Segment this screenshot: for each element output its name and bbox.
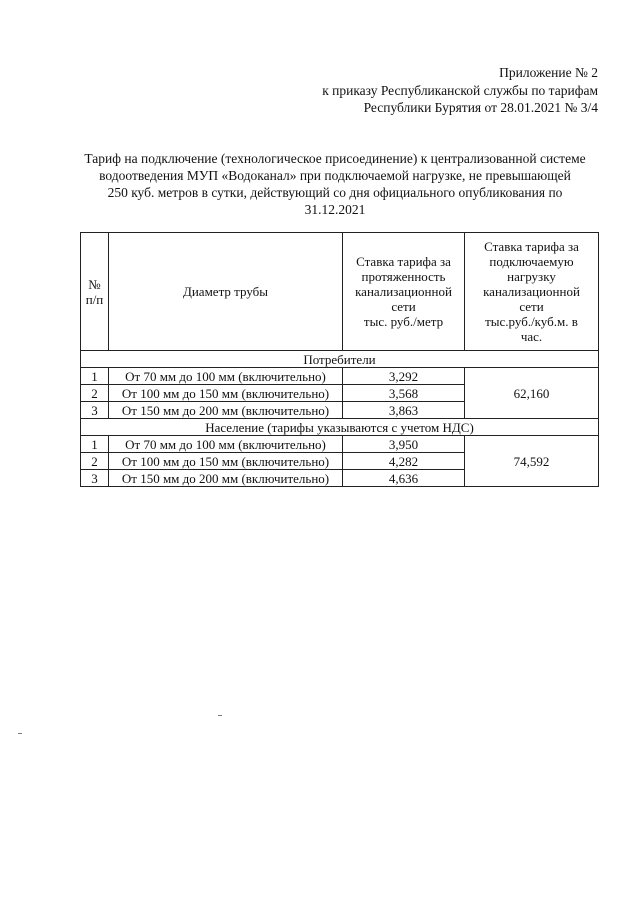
header-rate-length-line: протяженность [361,269,446,284]
header-rate-length [343,233,465,351]
appendix-order-ref: к приказу Республиканской службы по тарифам [322,82,598,98]
scan-speck [218,715,222,716]
load-rate-cell: 62,160 [465,368,599,419]
header-num [81,233,109,351]
row-rate: 3,568 [343,385,465,402]
group-row-population [81,419,599,436]
table-header-row [81,233,599,351]
header-rate-load-line: час. [520,329,543,344]
group-title: Население (тарифы указываются с учетом НДС) [81,419,599,436]
row-diameter: От 150 мм до 200 мм (включительно) [109,402,343,419]
header-rate-load-line: нагрузку [507,269,556,284]
table-row [81,368,599,385]
row-diameter: От 150 мм до 200 мм (включительно) [109,470,343,487]
row-diameter: От 100 мм до 150 мм (включительно) [109,385,343,402]
title-line-3: 250 куб. метров в сутки, действующий со дня официального опубликования по [107,185,563,200]
header-rate-load-line: подключаемую [489,254,574,269]
row-num: 1 [81,368,109,385]
row-rate: 3,950 [343,436,465,453]
header-rate-load-line: канализационной [483,284,580,299]
appendix-order-date: Республики Бурятия от 28.01.2021 № 3/4 [363,100,598,115]
tariff-table [80,232,599,487]
scan-speck [18,733,22,734]
header-rate-load-line: Ставка тарифа за [484,239,579,254]
header-rate-load [465,233,599,351]
title-line-4: 31.12.2021 [304,202,366,217]
row-num: 3 [81,402,109,419]
header-num-abbrev: п/п [85,291,104,307]
row-diameter: От 100 мм до 150 мм (включительно) [109,453,343,470]
row-num: 3 [81,470,109,487]
header-rate-length-line: Ставка тарифа за [356,254,451,269]
appendix-number: Приложение № 2 [499,65,598,80]
group-row-consumers [81,351,599,368]
row-rate: 3,863 [343,402,465,419]
row-rate: 3,292 [343,368,465,385]
header-rate-length-line: канализационной [355,284,452,299]
row-num: 2 [81,385,109,402]
header-rate-load-line: тыс.руб./куб.м. в [485,314,578,329]
header-diameter: Диаметр трубы [109,233,343,351]
row-diameter: От 70 мм до 100 мм (включительно) [109,368,343,385]
row-rate: 4,282 [343,453,465,470]
load-rate-cell: 74,592 [465,436,599,487]
row-diameter: От 70 мм до 100 мм (включительно) [109,436,343,453]
table-row [81,436,599,453]
header-rate-length-line: тыс. руб./метр [363,314,444,329]
title-line-2: водоотведения МУП «Водоканал» при подключаемой нагрузке, не превышающей [99,168,571,183]
document-title [70,150,600,218]
header-num-symbol: № [88,276,101,292]
row-num: 1 [81,436,109,453]
title-line-1: Тариф на подключение (технологическое присоединение) к централизованной системе [84,151,586,166]
row-rate: 4,636 [343,470,465,487]
header-rate-load-line: сети [519,299,544,314]
group-title: Потребители [81,351,599,368]
appendix-header [278,64,598,117]
header-rate-length-line: сети [391,299,416,314]
row-num: 2 [81,453,109,470]
